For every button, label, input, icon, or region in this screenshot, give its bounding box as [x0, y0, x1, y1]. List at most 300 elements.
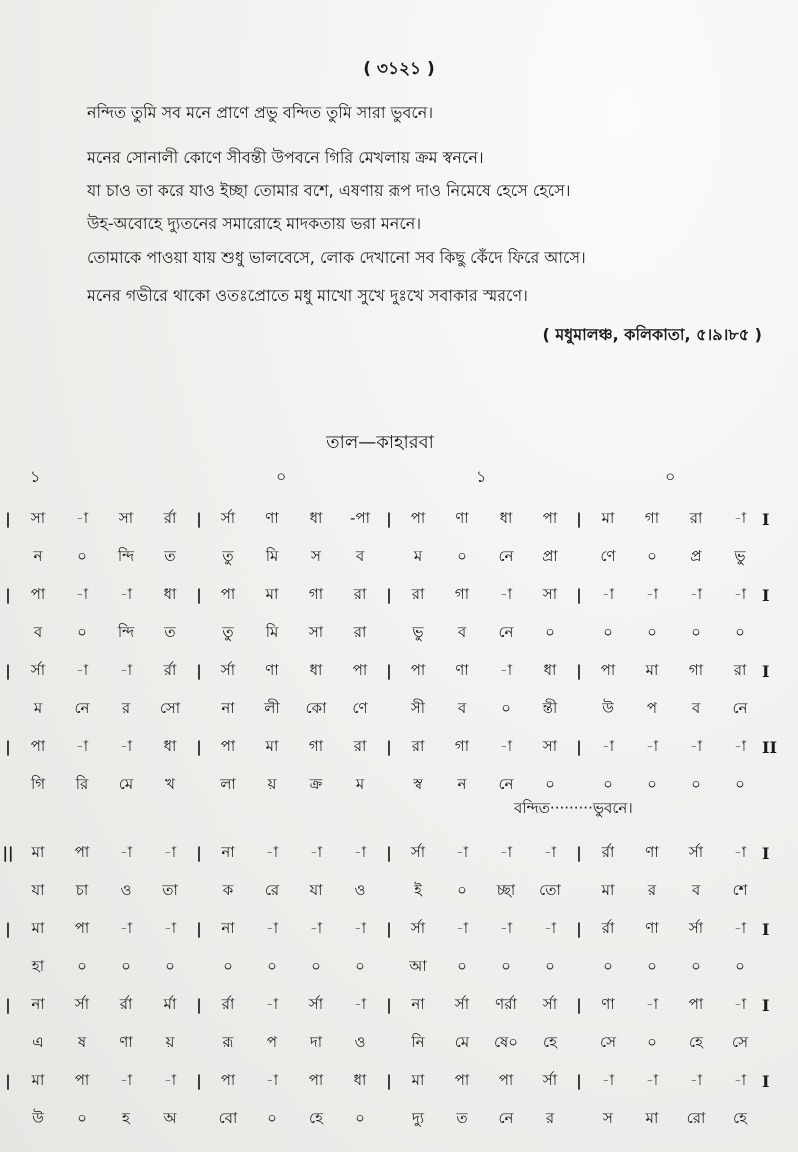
- swara-cell: র্রা: [163, 660, 177, 679]
- swara-cell: গা: [308, 736, 324, 755]
- syllable-cell: ০: [267, 956, 277, 975]
- swara-cell: না: [411, 994, 425, 1013]
- barline: |: [5, 662, 11, 680]
- barline: I: [762, 843, 770, 863]
- swara-cell: -া: [733, 1070, 747, 1089]
- swara-cell: র্সা: [454, 994, 470, 1013]
- barline: [0, 872, 16, 910]
- barline: I: [762, 995, 770, 1015]
- syllable-cell: ন্দি: [117, 546, 135, 565]
- notation-block-2: [0, 834, 790, 1138]
- swara-cell: পা: [30, 584, 46, 603]
- swara-cell: -া: [689, 584, 703, 603]
- swara-cell: ধা: [499, 508, 513, 527]
- syllable-cell: রি: [75, 774, 89, 793]
- syllable-cell: ০: [735, 774, 745, 793]
- syllable-cell: এ: [32, 1032, 44, 1051]
- source-credit: ( মধুমালঞ্চ, কলিকাতা, ৫।৯।৮৫ ): [542, 325, 762, 344]
- swara-cell: -া: [119, 584, 133, 603]
- syllable-cell: হে: [733, 1108, 747, 1127]
- syllable-cell: ০: [267, 1108, 277, 1127]
- swara-cell: র্রা: [221, 994, 235, 1013]
- barline: [572, 1100, 586, 1138]
- syllable-cell: দ্যু: [411, 1108, 425, 1127]
- syllable-cell: ০: [545, 956, 555, 975]
- refrain-note: বন্দিত·········ভুবনে।: [514, 799, 633, 817]
- swara-cell: পা: [74, 1070, 90, 1089]
- syllable-cell: প: [646, 698, 658, 717]
- syllable-cell: ব: [457, 622, 467, 641]
- barline: [0, 948, 16, 986]
- swara-cell: পা: [74, 842, 90, 861]
- syllable-cell: তু: [222, 622, 234, 641]
- swara-cell: -া: [689, 1070, 703, 1089]
- syllable-cell: ০: [545, 622, 555, 641]
- syllable-cell: ণে: [600, 546, 616, 565]
- beat-mark: ০: [276, 467, 287, 486]
- swara-cell: পা: [542, 508, 558, 527]
- syllable-cell: রো: [686, 1108, 706, 1127]
- syllable-cell: উ: [602, 698, 614, 717]
- swara-cell: -া: [543, 842, 557, 861]
- syllable-cell: ০: [735, 956, 745, 975]
- syllable-cell: মি: [265, 622, 279, 641]
- notation-lyric-row: [0, 1024, 790, 1062]
- swara-cell: -া: [499, 918, 513, 937]
- barline: |: [196, 996, 202, 1014]
- syllable-cell: তা: [162, 880, 178, 899]
- swara-cell: -া: [353, 994, 367, 1013]
- syllable-cell: ০: [77, 956, 87, 975]
- swara-cell: -া: [733, 584, 747, 603]
- notation-lyric-row: [0, 538, 790, 576]
- swara-cell: ধা: [309, 508, 323, 527]
- swara-cell: -া: [645, 736, 659, 755]
- swara-cell: -া: [163, 918, 177, 937]
- syllable-cell: ই: [414, 880, 422, 899]
- notation-swara-row: [0, 500, 790, 538]
- syllable-cell: ০: [77, 546, 87, 565]
- notation-swara-row: [0, 910, 790, 948]
- notation-swara-row: [0, 728, 790, 766]
- barline: [192, 614, 206, 652]
- swara-cell: মা: [265, 584, 279, 603]
- syllable-cell: ০: [647, 622, 657, 641]
- swara-cell: -া: [119, 1070, 133, 1089]
- barline: [192, 1024, 206, 1062]
- swara-cell: রা: [689, 508, 703, 527]
- swara-cell: রা: [411, 584, 425, 603]
- syllable-cell: ত: [164, 546, 176, 565]
- notation-swara-row: [0, 652, 790, 690]
- notation-swara-row: [0, 1062, 790, 1100]
- barline: [192, 1100, 206, 1138]
- barline: |: [196, 510, 202, 528]
- syllable-cell: হ: [122, 1108, 130, 1127]
- swara-cell: র্রা: [601, 918, 615, 937]
- swara-cell: গা: [454, 736, 470, 755]
- syllable-cell: মে: [454, 1032, 470, 1051]
- barline: [382, 690, 396, 728]
- swara-cell: পা: [220, 584, 236, 603]
- swara-cell: -া: [265, 994, 279, 1013]
- swara-cell: পা: [410, 508, 426, 527]
- swara-cell: রা: [353, 584, 367, 603]
- syllable-cell: রে: [264, 880, 280, 899]
- swara-cell: -া: [75, 736, 89, 755]
- barline: |: [576, 662, 582, 680]
- syllable-cell: র: [545, 1108, 555, 1127]
- syllable-cell: ত: [164, 622, 176, 641]
- syllable-cell: লা: [220, 774, 236, 793]
- lyric-line: তোমাকে পাওয়া যায় শুধু ভালবেসে, লোক দেখানো সব কিছু কেঁদে ফিরে আসে।: [87, 248, 586, 267]
- swara-cell: র্সা: [410, 842, 426, 861]
- swara-cell: -া: [499, 736, 513, 755]
- swara-cell: -া: [601, 584, 615, 603]
- barline: [572, 948, 586, 986]
- barline: [382, 538, 396, 576]
- barline: |: [576, 510, 582, 528]
- beat-mark: ১: [30, 467, 41, 486]
- swara-cell: রা: [353, 736, 367, 755]
- swara-cell: -া: [499, 584, 513, 603]
- syllable-cell: হে: [689, 1032, 703, 1051]
- barline: [572, 538, 586, 576]
- barline: [382, 614, 396, 652]
- swara-cell: -া: [119, 842, 133, 861]
- barline: [192, 766, 206, 804]
- swara-cell: পা: [30, 736, 46, 755]
- notation-lyric-row: [0, 766, 790, 804]
- syllable-cell: ভু: [412, 622, 424, 641]
- barline: [382, 1024, 396, 1062]
- barline: [572, 614, 586, 652]
- syllable-cell: হে: [543, 1032, 557, 1051]
- barline: |: [576, 738, 582, 756]
- swara-cell: -া: [119, 736, 133, 755]
- swara-cell: মা: [601, 508, 615, 527]
- swara-cell: র্সা: [542, 994, 558, 1013]
- swara-cell: না: [221, 918, 235, 937]
- syllable-cell: ক: [222, 880, 234, 899]
- syllable-cell: ষ: [77, 1032, 87, 1051]
- barline: |: [576, 920, 582, 938]
- swara-cell: ণা: [265, 660, 279, 679]
- syllable-cell: ০: [223, 956, 233, 975]
- syllable-cell: স্ব: [413, 774, 423, 793]
- barline: |: [386, 1072, 392, 1090]
- barline: [192, 538, 206, 576]
- syllable-cell: ০: [647, 956, 657, 975]
- swara-cell: -া: [75, 508, 89, 527]
- syllable-cell: উ: [32, 1108, 44, 1127]
- swara-cell: -া: [499, 842, 513, 861]
- syllable-cell: ০: [691, 774, 701, 793]
- syllable-cell: স: [603, 1108, 613, 1127]
- swara-cell: সা: [542, 736, 558, 755]
- swara-cell: -পা: [350, 508, 370, 527]
- barline: [572, 872, 586, 910]
- syllable-cell: ০: [457, 546, 467, 565]
- swara-cell: -া: [309, 842, 323, 861]
- notation-lyric-row: [0, 872, 790, 910]
- barline: |: [386, 996, 392, 1014]
- syllable-cell: বো: [218, 1108, 238, 1127]
- barline: |: [386, 586, 392, 604]
- syllable-cell: ০: [355, 956, 365, 975]
- lyric-line: নন্দিত তুমি সব মনে প্রাণে প্রভু বন্দিত তুমি সারা ভুবনে।: [87, 103, 434, 122]
- barline: I: [762, 509, 770, 529]
- syllable-cell: র: [121, 698, 131, 717]
- syllable-cell: সে: [732, 1032, 748, 1051]
- swara-cell: ণা: [455, 508, 469, 527]
- swara-cell: পা: [308, 1070, 324, 1089]
- syllable-cell: খ: [165, 774, 175, 793]
- syllable-cell: নে: [498, 622, 514, 641]
- beat-mark: ১: [476, 467, 487, 486]
- swara-cell: -া: [455, 918, 469, 937]
- barline: [192, 690, 206, 728]
- swara-cell: মা: [265, 736, 279, 755]
- barline: [0, 690, 16, 728]
- barline: |: [576, 586, 582, 604]
- barline: [382, 948, 396, 986]
- swara-cell: র্সা: [688, 842, 704, 861]
- syllable-cell: আ: [409, 956, 427, 975]
- swara-cell: -া: [499, 660, 513, 679]
- swara-cell: -া: [75, 660, 89, 679]
- syllable-cell: ন: [33, 546, 43, 565]
- swara-cell: -া: [353, 842, 367, 861]
- syllable-cell: ০: [77, 1108, 87, 1127]
- barline: [382, 1100, 396, 1138]
- syllable-cell: রূ: [222, 1032, 234, 1051]
- syllable-cell: চা: [75, 880, 89, 899]
- syllable-cell: তো: [539, 880, 561, 899]
- swara-cell: -া: [309, 918, 323, 937]
- swara-cell: -া: [119, 660, 133, 679]
- syllable-cell: ভু: [734, 546, 746, 565]
- syllable-cell: ম: [355, 774, 365, 793]
- swara-cell: র্সা: [410, 918, 426, 937]
- syllable-cell: না: [221, 698, 235, 717]
- swara-cell: পা: [220, 1070, 236, 1089]
- swara-cell: -া: [601, 736, 615, 755]
- syllable-cell: নে: [498, 546, 514, 565]
- swara-cell: পা: [688, 994, 704, 1013]
- syllable-cell: ণে: [352, 698, 368, 717]
- swara-cell: গা: [308, 584, 324, 603]
- notation-lyric-row: [0, 614, 790, 652]
- swara-cell: ধা: [353, 1070, 367, 1089]
- syllable-cell: নে: [74, 698, 90, 717]
- barline: [192, 948, 206, 986]
- barline: |: [5, 920, 11, 938]
- barline: |: [5, 586, 11, 604]
- notation-swara-row: [0, 986, 790, 1024]
- barline: II: [762, 737, 777, 757]
- swara-cell: র্রা: [163, 508, 177, 527]
- barline: |: [196, 586, 202, 604]
- syllable-cell: গি: [30, 774, 46, 793]
- syllable-cell: ০: [501, 956, 511, 975]
- barline: [762, 614, 790, 652]
- syllable-cell: ০: [77, 622, 87, 641]
- barline: [762, 766, 790, 804]
- barline: |: [386, 510, 392, 528]
- syllable-cell: ০: [501, 698, 511, 717]
- syllable-cell: স: [311, 546, 321, 565]
- swara-cell: ণা: [265, 508, 279, 527]
- swara-cell: -া: [645, 1070, 659, 1089]
- syllable-cell: ব: [691, 698, 701, 717]
- syllable-cell: ম: [33, 698, 43, 717]
- syllable-cell: প্রা: [542, 546, 558, 565]
- lyric-line: উহ-অবোহে দ্যুতনের সমারোহে মাদকতায় ভরা মননে।: [87, 214, 422, 233]
- barline: [762, 1024, 790, 1062]
- swara-cell: -া: [689, 736, 703, 755]
- syllable-cell: ০: [691, 622, 701, 641]
- syllable-cell: তু: [222, 546, 234, 565]
- swara-cell: পা: [498, 1070, 514, 1089]
- syllable-cell: লী: [264, 698, 280, 717]
- swara-cell: -া: [265, 1070, 279, 1089]
- swara-cell: ণর্রা: [495, 994, 517, 1013]
- notation-lyric-row: [0, 948, 790, 986]
- swara-cell: সা: [118, 508, 134, 527]
- swara-cell: সা: [542, 584, 558, 603]
- swara-cell: পা: [220, 736, 236, 755]
- syllable-cell: প: [266, 1032, 278, 1051]
- swara-cell: -া: [119, 918, 133, 937]
- swara-cell: গা: [454, 584, 470, 603]
- syllable-cell: য়: [165, 1032, 175, 1051]
- syllable-cell: সা: [308, 622, 324, 641]
- swara-cell: -া: [163, 842, 177, 861]
- syllable-cell: ব: [691, 880, 701, 899]
- swara-cell: মা: [411, 1070, 425, 1089]
- lyric-line: মনের সোনালী কোণে সীবন্তী উপবনে গিরি মেখলায় ক্রম স্বননে।: [87, 148, 484, 167]
- swara-cell: মা: [31, 918, 45, 937]
- barline: [382, 766, 396, 804]
- swara-cell: -া: [645, 994, 659, 1013]
- swara-cell: না: [221, 842, 235, 861]
- swara-cell: র্সা: [220, 508, 236, 527]
- swara-cell: মা: [31, 842, 45, 861]
- swara-cell: -া: [733, 994, 747, 1013]
- barline: |: [196, 920, 202, 938]
- syllable-cell: ত: [456, 1108, 468, 1127]
- swara-cell: -া: [353, 918, 367, 937]
- barline: [0, 538, 16, 576]
- barline: [762, 948, 790, 986]
- syllable-cell: সে: [600, 1032, 616, 1051]
- tala-title: তাল—কাহারবা: [326, 432, 434, 453]
- syllable-cell: ০: [647, 774, 657, 793]
- syllable-cell: ০: [647, 1032, 657, 1051]
- syllable-cell: যা: [31, 880, 45, 899]
- barline: |: [5, 510, 11, 528]
- syllable-cell: র: [647, 880, 657, 899]
- swara-cell: -া: [163, 1070, 177, 1089]
- lyric-line: মনের গভীরে থাকো ওতঃপ্রোতে মধু মাখো সুখে দুঃখে সবাকার স্মরণে।: [87, 286, 528, 305]
- barline: |: [386, 920, 392, 938]
- syllable-cell: য়: [267, 774, 277, 793]
- barline: |: [576, 996, 582, 1014]
- syllable-cell: মে: [118, 774, 134, 793]
- syllable-cell: ০: [603, 956, 613, 975]
- syllable-cell: ও: [354, 880, 366, 899]
- barline: [762, 538, 790, 576]
- swara-cell: ধা: [309, 660, 323, 679]
- barline: |: [386, 738, 392, 756]
- swara-cell: রা: [411, 736, 425, 755]
- barline: [0, 1100, 16, 1138]
- syllable-cell: নে: [498, 774, 514, 793]
- barline: [572, 690, 586, 728]
- swara-cell: -া: [601, 1070, 615, 1089]
- barline: |: [386, 662, 392, 680]
- notation-swara-row: [0, 576, 790, 614]
- swara-cell: মা: [31, 1070, 45, 1089]
- notation-swara-row: [0, 834, 790, 872]
- syllable-cell: ন: [457, 774, 467, 793]
- swara-cell: ণা: [645, 842, 659, 861]
- barline: |: [5, 1072, 11, 1090]
- syllable-cell: ০: [603, 774, 613, 793]
- barline: [0, 766, 16, 804]
- beat-mark: ০: [665, 467, 676, 486]
- swara-cell: -া: [265, 842, 279, 861]
- swara-cell: র্রা: [119, 994, 133, 1013]
- barline: [0, 614, 16, 652]
- swara-cell: র্সা: [74, 994, 90, 1013]
- swara-cell: -া: [543, 918, 557, 937]
- swara-cell: ধা: [163, 584, 177, 603]
- syllable-cell: রা: [353, 622, 367, 641]
- swara-cell: -া: [455, 842, 469, 861]
- syllable-cell: ব: [33, 622, 43, 641]
- swara-cell: ণা: [455, 660, 469, 679]
- barline: I: [762, 585, 770, 605]
- barline: I: [762, 1071, 770, 1091]
- syllable-cell: ০: [165, 956, 175, 975]
- syllable-cell: ক্র: [309, 774, 323, 793]
- barline: |: [196, 844, 202, 862]
- syllable-cell: চ্ছা: [496, 880, 516, 899]
- barline: |: [196, 1072, 202, 1090]
- lyric-line: যা চাও তা করে যাও ইচ্ছা তোমার বশে, এষণায় রূপ দাও নিমেষে হেসে হেসে।: [87, 181, 571, 200]
- barline: |: [196, 662, 202, 680]
- swara-cell: -া: [733, 842, 747, 861]
- syllable-cell: শে: [732, 880, 748, 899]
- barline: [192, 872, 206, 910]
- swara-cell: সা: [30, 508, 46, 527]
- syllable-cell: দা: [309, 1032, 323, 1051]
- barline: [382, 872, 396, 910]
- swara-cell: র্সা: [30, 660, 46, 679]
- swara-cell: ণা: [601, 994, 615, 1013]
- syllable-cell: যা: [309, 880, 323, 899]
- swara-cell: ধা: [163, 736, 177, 755]
- syllable-cell: সী: [410, 698, 426, 717]
- swara-cell: গা: [688, 660, 704, 679]
- swara-cell: গা: [644, 508, 660, 527]
- syllable-cell: মা: [645, 1108, 659, 1127]
- swara-cell: পা: [352, 660, 368, 679]
- syllable-cell: ০: [545, 774, 555, 793]
- syllable-cell: ও: [120, 880, 132, 899]
